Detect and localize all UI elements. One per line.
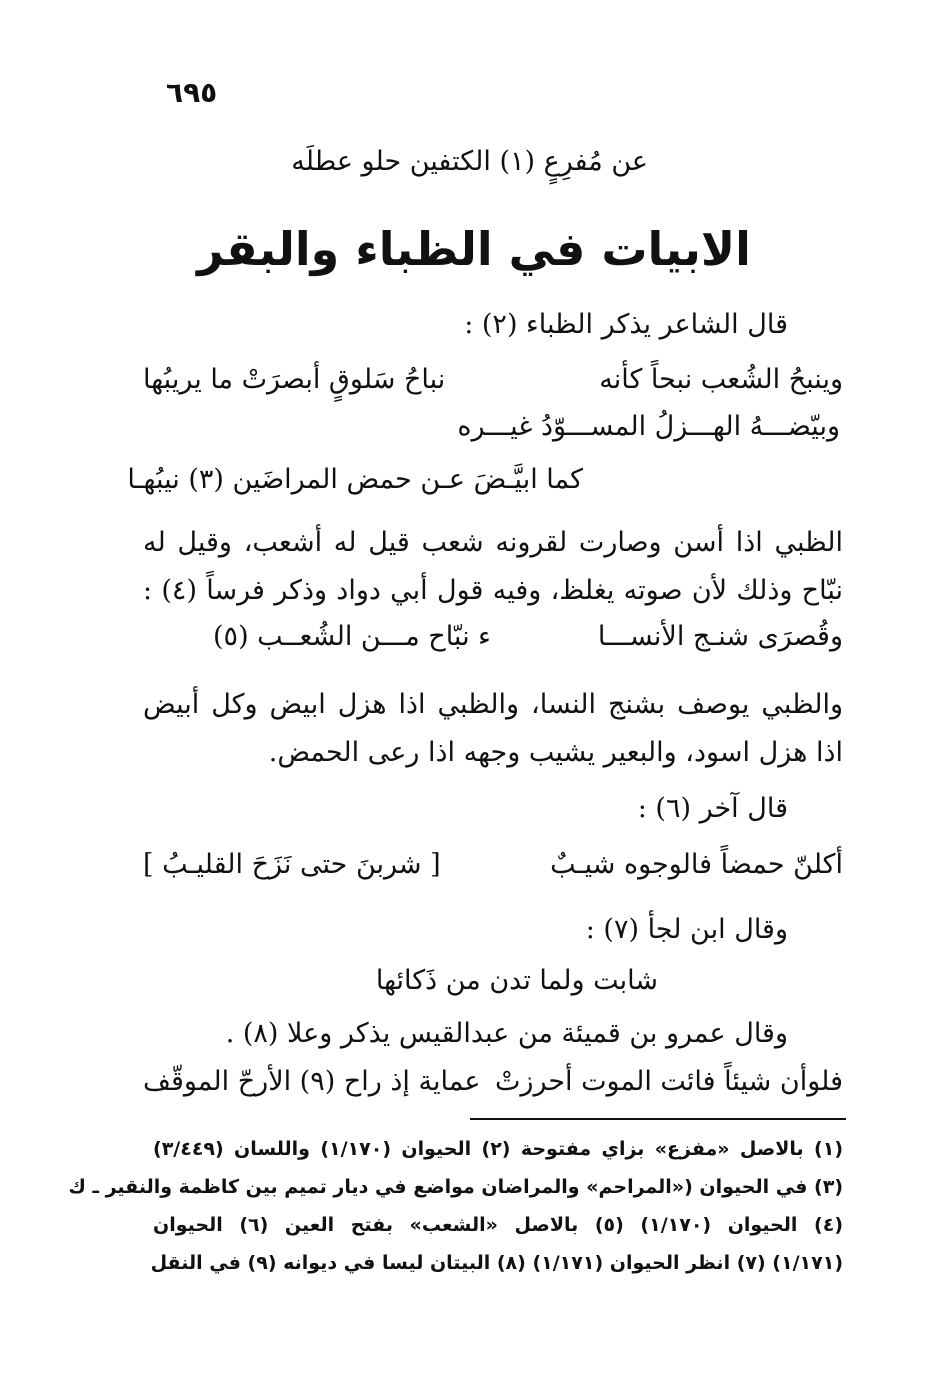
verse-intro: وقال عمرو بن قميئة من عبدالقيس يذكر وعلا (٨) .	[225, 1018, 788, 1049]
verse-line-5: شابت ولما تدن من ذَكائها	[375, 965, 658, 996]
verse-hemistich-first: فلوأن شيئاً فائت الموت أحرزتْ	[494, 1066, 843, 1097]
verse-line-4	[143, 845, 843, 885]
verse-line-1	[143, 360, 843, 400]
verse-hemistich-second: [ شربنَ حتى نَزَحَ القليـبُ ]	[143, 849, 441, 880]
verse-line-6	[143, 1062, 843, 1102]
verse-line-2-second: كما ابيَّـضَ عـن حمض المراضَين (٣) نيبُهـا	[127, 464, 583, 495]
verse-intro: قال آخر (٦) :	[637, 793, 788, 824]
verse-line-3	[143, 617, 843, 657]
prose-line: اذا هزل اسود، والبعير يشيب وجهه اذا رعى الحمض.	[268, 737, 843, 768]
verse-hemistich-second: عماية إذ راح (٩) الأرحّ الموقّف	[143, 1066, 481, 1097]
footnote-line: (١/١٧١) (٧) انظر الحيوان (١/١٧١) (٨) البيتان ليسا في ديوانه (٩) في النقل	[150, 1252, 843, 1274]
prose-line: والظبي يوصف بشنج النسا، والظبي اذا هزل ابيض وكل أبيض	[143, 689, 843, 720]
verse-hemistich-first: وقُصرَى شنـج الأنســـا	[597, 621, 843, 652]
footnote-line: (١) بالاصل «مفزع» بزاي مفتوحة (٢) الحيوان (١/١٧٠) واللسان (٣/٤٤٩)	[153, 1138, 843, 1160]
verse-hemistich-first: وينبحُ الشُعب نبحاً كأنه	[599, 364, 843, 395]
footnote-line: (٤) الحيوان (١/١٧٠) (٥) بالاصل «الشعب» بفتح العين (٦) الحيوان	[153, 1214, 843, 1236]
verse-line-2-first: وبيّضـــهُ الهـــزلُ المســـوّدُ غيـــره	[457, 411, 840, 442]
section-heading: الابيات في الظباء والبقر	[197, 222, 751, 276]
verse-intro: وقال ابن لجأ (٧) :	[585, 914, 788, 945]
verse-fragment-top: عن مُفرِعٍ (١) الكتفين حلو عطلَه	[291, 146, 648, 177]
verse-intro: قال الشاعر يذكر الظباء (٢) :	[464, 309, 788, 340]
verse-hemistich-second: نباحُ سَلوقٍ أبصرَتْ ما يريبُها	[143, 364, 446, 395]
verse-hemistich-first: أكلنّ حمضاً فالوجوه شيـبٌ	[550, 849, 843, 880]
verse-hemistich-second: ء نبّاح مـــن الشُعــب (٥)	[213, 621, 491, 652]
prose-line: الظبي اذا أسن وصارت لقرونه شعب قيل له أشعب، وقيل له	[143, 527, 843, 558]
footnote-line: (٣) في الحيوان («المراحم» والمراضان مواضع في ديار تميم بين كاظمة والنقير ـ ك	[68, 1176, 843, 1198]
footnote-divider	[470, 1118, 846, 1120]
prose-line: نبّاح وذلك لأن صوته يغلظ، وفيه قول أبي دواد وذكر فرساً (٤) :	[143, 575, 843, 606]
page-number: ٦٩٥	[166, 76, 218, 109]
